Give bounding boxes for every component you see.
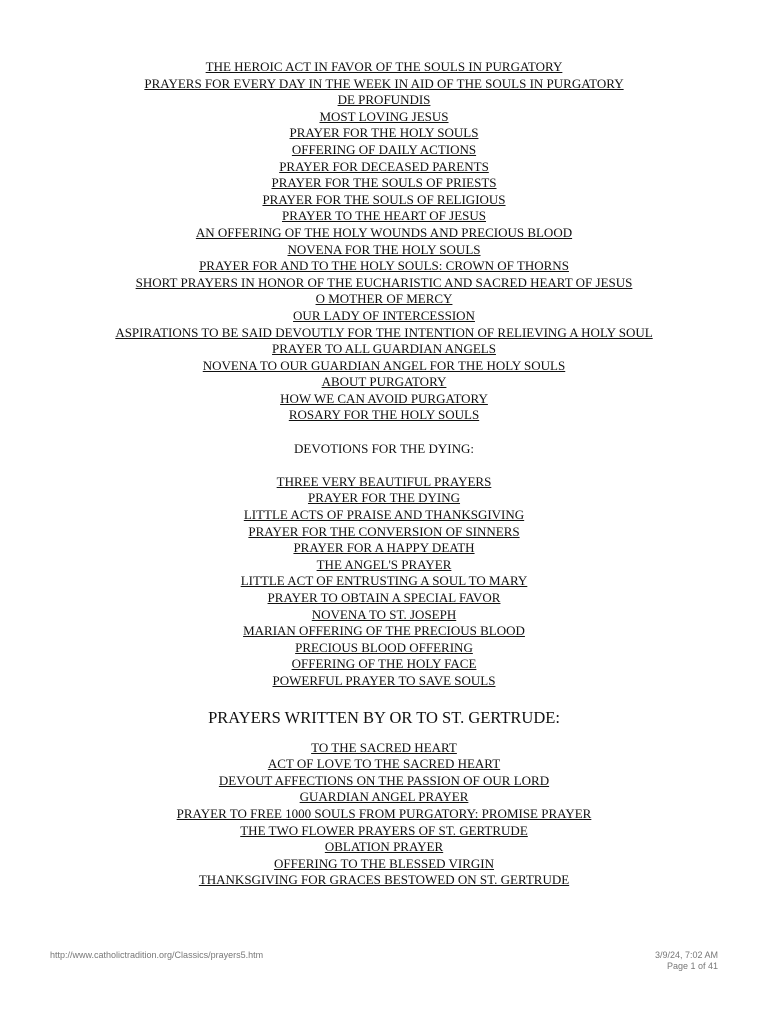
footer-meta bbox=[655, 950, 718, 972]
prayer-link[interactable]: THE HEROIC ACT IN FAVOR OF THE SOULS IN PURGATORY bbox=[205, 59, 563, 74]
prayer-link[interactable]: ROSARY FOR THE HOLY SOULS bbox=[288, 407, 480, 423]
prayer-link[interactable]: OFFERING OF THE HOLY FACE bbox=[291, 656, 477, 672]
prayer-link[interactable]: ASPIRATIONS TO BE SAID DEVOUTLY FOR THE INTENTION OF RELIEVING A HOLY SOUL bbox=[115, 324, 653, 340]
footer-url: http://www.catholictradition.org/Classics/prayers5.htm bbox=[50, 950, 264, 960]
prayer-link[interactable]: TO THE SACRED HEART bbox=[311, 739, 457, 755]
prayer-link[interactable]: PRAYER FOR THE SOULS OF PRIESTS bbox=[271, 175, 497, 191]
prayer-link[interactable]: AN OFFERING OF THE HOLY WOUNDS AND PRECIOUS BLOOD bbox=[195, 224, 573, 240]
prayer-link[interactable]: HOW WE CAN AVOID PURGATORY bbox=[280, 390, 488, 406]
prayer-link[interactable]: THE ANGEL'S PRAYER bbox=[316, 556, 452, 572]
prayer-link[interactable]: OFFERING TO THE BLESSED VIRGIN bbox=[273, 855, 495, 871]
gertrude-prayer-links bbox=[0, 740, 768, 889]
prayer-link[interactable]: ABOUT PURGATORY bbox=[321, 374, 447, 390]
prayer-link[interactable]: PRAYER FOR A HAPPY DEATH bbox=[293, 540, 475, 556]
prayer-link[interactable]: PRAYER FOR AND TO THE HOLY SOULS: CROWN OF THORNS bbox=[199, 258, 569, 274]
prayer-link[interactable]: PRAYER FOR DECEASED PARENTS bbox=[279, 158, 489, 174]
prayer-link[interactable]: THE TWO FLOWER PRAYERS OF ST. GERTRUDE bbox=[240, 822, 528, 838]
footer-page-number: Page 1 of 41 bbox=[666, 961, 718, 971]
prayer-link[interactable]: THANKSGIVING FOR GRACES BESTOWED ON ST. GERTRUDE bbox=[198, 872, 570, 888]
prayer-link[interactable]: PRAYER TO FREE 1000 SOULS FROM PURGATORY: PROMISE PRAYER bbox=[176, 805, 592, 821]
prayer-link[interactable]: PRAYER TO ALL GUARDIAN ANGELS bbox=[272, 341, 496, 357]
prayer-link[interactable]: MOST LOVING JESUS bbox=[319, 108, 449, 124]
prayer-link[interactable]: THREE VERY BEAUTIFUL PRAYERS bbox=[276, 473, 492, 489]
footer-timestamp: 3/9/24, 7:02 AM bbox=[654, 950, 718, 960]
prayer-link[interactable]: O MOTHER OF MERCY bbox=[315, 291, 453, 307]
page-content bbox=[0, 59, 768, 889]
prayer-link[interactable]: GUARDIAN ANGEL PRAYER bbox=[299, 789, 469, 805]
prayer-link[interactable]: PRECIOUS BLOOD OFFERING bbox=[295, 639, 473, 655]
prayer-link[interactable]: LITTLE ACT OF ENTRUSTING A SOUL TO MARY bbox=[240, 573, 528, 589]
prayer-link[interactable]: DE PROFUNDIS bbox=[337, 92, 431, 108]
prayer-link[interactable]: POWERFUL PRAYER TO SAVE SOULS bbox=[272, 672, 496, 688]
prayer-link[interactable]: NOVENA FOR THE HOLY SOULS bbox=[287, 241, 481, 257]
prayer-link[interactable]: ACT OF LOVE TO THE SACRED HEART bbox=[267, 756, 501, 772]
prayer-link[interactable]: PRAYER TO OBTAIN A SPECIAL FAVOR bbox=[267, 590, 501, 605]
prayer-link[interactable]: DEVOUT AFFECTIONS ON THE PASSION OF OUR LORD bbox=[218, 772, 550, 788]
prayer-link[interactable]: OUR LADY OF INTERCESSION bbox=[293, 307, 475, 323]
prayer-link[interactable]: PRAYER FOR THE CONVERSION OF SINNERS bbox=[248, 523, 520, 539]
dying-section-heading: DEVOTIONS FOR THE DYING: bbox=[294, 440, 474, 456]
prayer-link[interactable]: PRAYER FOR THE SOULS OF RELIGIOUS bbox=[262, 191, 506, 207]
prayer-link[interactable]: NOVENA TO OUR GUARDIAN ANGEL FOR THE HOLY SOULS bbox=[202, 357, 566, 373]
prayer-link[interactable]: PRAYER FOR THE HOLY SOULS bbox=[289, 125, 479, 141]
prayer-link[interactable]: PRAYERS FOR EVERY DAY IN THE WEEK IN AID OF THE SOULS IN PURGATORY bbox=[144, 75, 624, 91]
gertrude-section-heading: PRAYERS WRITTEN BY OR TO ST. GERTRUDE: bbox=[208, 707, 560, 727]
prayer-link[interactable]: PRAYER FOR THE DYING bbox=[307, 490, 461, 506]
prayer-link[interactable]: OFFERING OF DAILY ACTIONS bbox=[291, 141, 477, 157]
prayer-link[interactable]: PRAYER TO THE HEART OF JESUS bbox=[281, 208, 487, 224]
dying-prayer-links bbox=[0, 474, 768, 690]
prayer-link[interactable]: NOVENA TO ST. JOSEPH bbox=[311, 606, 457, 622]
purgatory-prayer-links bbox=[0, 59, 768, 424]
prayer-link[interactable]: SHORT PRAYERS IN HONOR OF THE EUCHARISTIC AND SACRED HEART OF JESUS bbox=[135, 274, 633, 290]
prayer-link[interactable]: LITTLE ACTS OF PRAISE AND THANKSGIVING bbox=[243, 507, 525, 523]
prayer-link[interactable]: OBLATION PRAYER bbox=[324, 839, 444, 855]
prayer-link[interactable]: MARIAN OFFERING OF THE PRECIOUS BLOOD bbox=[243, 623, 525, 639]
